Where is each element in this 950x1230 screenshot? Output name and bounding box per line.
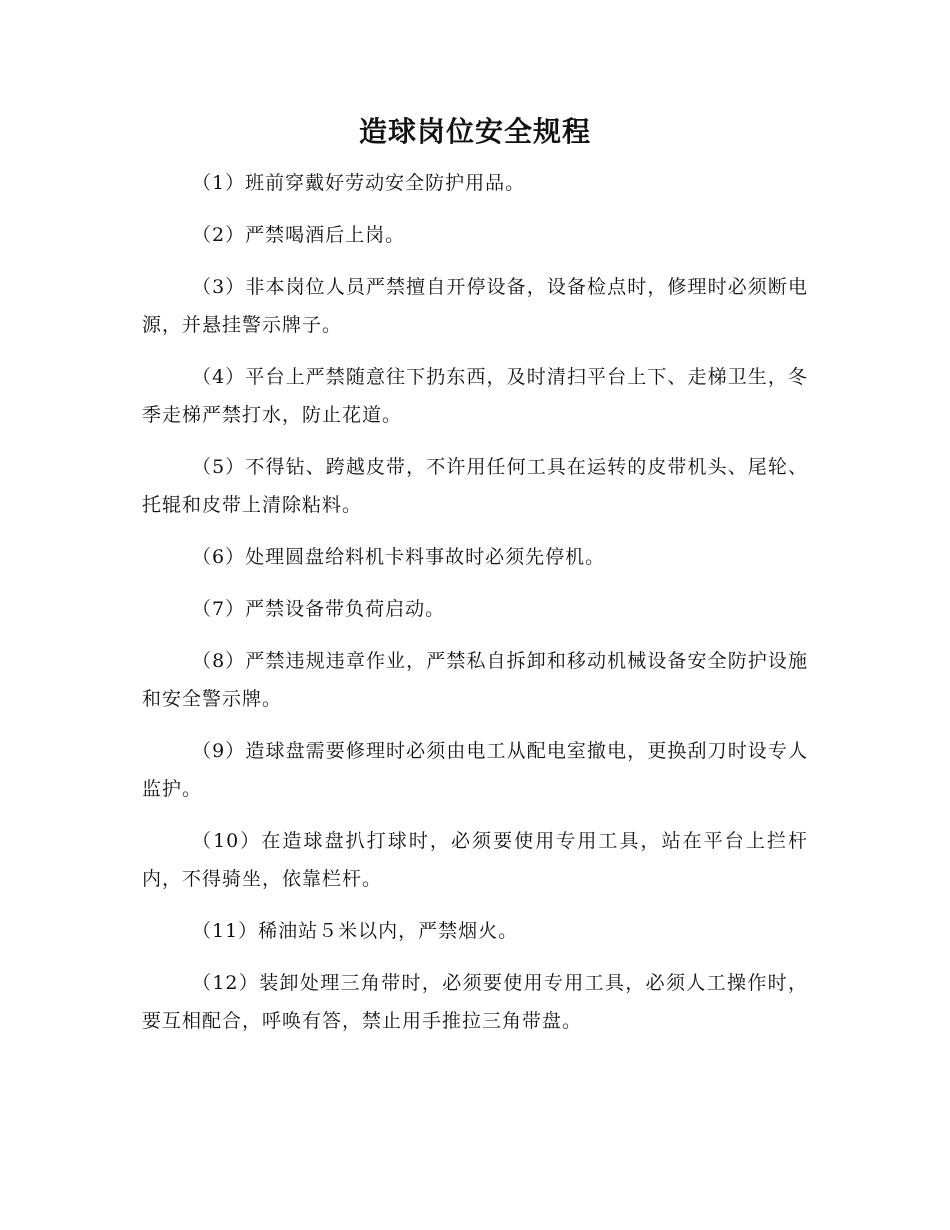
rule-item-6: （6）处理圆盘给料机卡料事故时必须先停机。 [192, 546, 606, 568]
rule-item-12: （12）装卸处理三角带时，必须要使用专用工具，必须人工操作时，要互相配合，呼唤有答，禁止用手推拉三角带盘。 [142, 972, 808, 1032]
rule-item-9: （9）造球盘需要修理时必须由电工从配电室撤电，更换刮刀时设专人监护。 [142, 740, 808, 800]
rule-item-8: （8）严禁违规违章作业，严禁私自拆卸和移动机械设备安全防护设施和安全警示牌。 [142, 650, 808, 710]
rule-item-11: （11）稀油站５米以内，严禁烟火。 [192, 920, 519, 942]
rules-list [142, 164, 808, 1054]
rule-item-10: （10）在造球盘扒打球时，必须要使用专用工具，站在平台上拦杆内，不得骑坐，依靠栏杆。 [142, 830, 808, 890]
rule-item-7: （7）严禁设备带负荷启动。 [192, 598, 446, 620]
rule-item-3: （3）非本岗位人员严禁擅自开停设备，设备检点时，修理时必须断电源，并悬挂警示牌子。 [142, 276, 808, 336]
rule-item-2: （2）严禁喝酒后上岗。 [192, 224, 406, 246]
document-title: 造球岗位安全规程 [358, 115, 591, 148]
rule-item-4: （4）平台上严禁随意往下扔东西，及时清扫平台上下、走梯卫生，冬季走梯严禁打水，防止花道。 [142, 366, 808, 426]
rule-item-1: （1）班前穿戴好劳动安全防护用品。 [192, 172, 526, 194]
rule-item-5: （5）不得钻、跨越皮带，不许用任何工具在运转的皮带机头、尾轮、托辊和皮带上清除粘料。 [142, 456, 808, 516]
